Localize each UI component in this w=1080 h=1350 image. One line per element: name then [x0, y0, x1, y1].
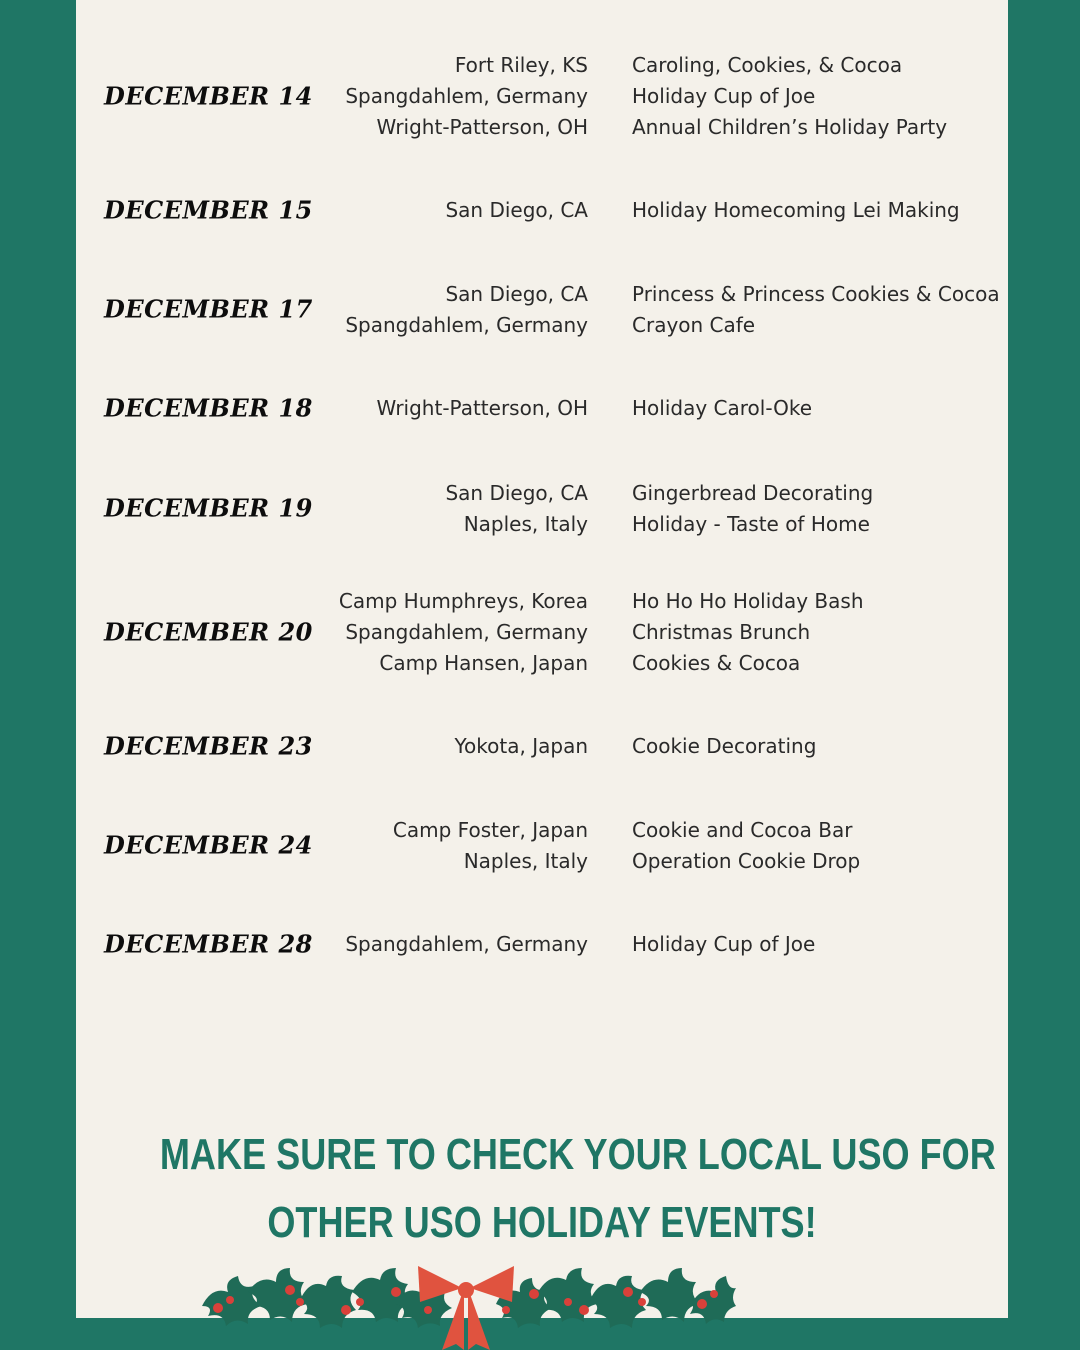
location-text: Camp Foster, Japan	[392, 818, 588, 842]
row-date: DECEMBER 28	[104, 929, 313, 959]
row-date: DECEMBER 15	[104, 195, 313, 225]
event-text: Holiday Carol-Oke	[632, 396, 813, 420]
footer-message-line-2: OTHER USO HOLIDAY EVENTS!	[267, 1198, 817, 1247]
footer-message-line-1: MAKE SURE TO CHECK YOUR LOCAL USO FOR	[159, 1130, 996, 1179]
row-locations	[393, 815, 588, 877]
event-text: Caroling, Cookies, & Cocoa	[632, 53, 903, 77]
event-text: Holiday Cup of Joe	[632, 932, 816, 956]
row-date: DECEMBER 24	[104, 830, 313, 860]
location-text: Wright-Patterson, OH	[376, 396, 588, 420]
row-date: DECEMBER 14	[104, 81, 313, 111]
location-text: Yokota, Japan	[454, 734, 588, 758]
row-locations	[345, 929, 588, 960]
event-text: Holiday Homecoming Lei Making	[632, 198, 960, 222]
row-events	[632, 279, 1000, 341]
location-text: San Diego, CA	[445, 282, 588, 306]
row-locations	[445, 195, 588, 226]
location-text: Wright-Patterson, OH	[376, 115, 588, 139]
row-locations	[339, 586, 588, 679]
location-text: Spangdahlem, Germany	[345, 620, 588, 644]
location-text: Spangdahlem, Germany	[345, 84, 588, 108]
event-text: Cookies & Cocoa	[632, 651, 801, 675]
event-text: Crayon Cafe	[632, 313, 756, 337]
row-locations	[345, 279, 588, 341]
event-text: Gingerbread Decorating	[632, 481, 874, 505]
location-text: Fort Riley, KS	[454, 53, 588, 77]
row-events	[632, 50, 947, 143]
row-events	[632, 929, 815, 960]
event-text: Cookie Decorating	[632, 734, 817, 758]
row-date: DECEMBER 17	[104, 294, 313, 324]
event-text: Princess & Princess Cookies & Cocoa	[632, 282, 1000, 306]
location-text: Spangdahlem, Germany	[345, 313, 588, 337]
row-events	[632, 731, 816, 762]
schedule-card	[76, 0, 1008, 1318]
holly-garland-icon	[196, 1252, 736, 1350]
row-locations	[376, 393, 588, 424]
row-events	[632, 393, 812, 424]
location-text: Camp Hansen, Japan	[379, 651, 588, 675]
row-locations	[345, 50, 588, 143]
event-text: Christmas Brunch	[632, 620, 811, 644]
row-events	[632, 815, 860, 877]
row-events	[632, 478, 873, 540]
row-date: DECEMBER 18	[104, 393, 313, 423]
event-text: Cookie and Cocoa Bar	[632, 818, 853, 842]
row-date: DECEMBER 20	[104, 617, 313, 647]
event-text: Ho Ho Ho Holiday Bash	[632, 589, 864, 613]
row-date: DECEMBER 23	[104, 731, 313, 761]
location-text: San Diego, CA	[445, 481, 588, 505]
location-text: Spangdahlem, Germany	[345, 932, 588, 956]
location-text: Naples, Italy	[463, 849, 588, 873]
event-text: Holiday Cup of Joe	[632, 84, 816, 108]
location-text: Naples, Italy	[463, 512, 588, 536]
row-events	[632, 586, 864, 679]
event-text: Operation Cookie Drop	[632, 849, 861, 873]
event-text: Annual Children’s Holiday Party	[632, 115, 948, 139]
row-locations	[455, 731, 589, 762]
row-locations	[445, 478, 588, 540]
row-events	[632, 195, 960, 226]
event-text: Holiday - Taste of Home	[632, 512, 870, 536]
row-date: DECEMBER 19	[104, 493, 313, 523]
location-text: Camp Humphreys, Korea	[338, 589, 588, 613]
location-text: San Diego, CA	[445, 198, 588, 222]
